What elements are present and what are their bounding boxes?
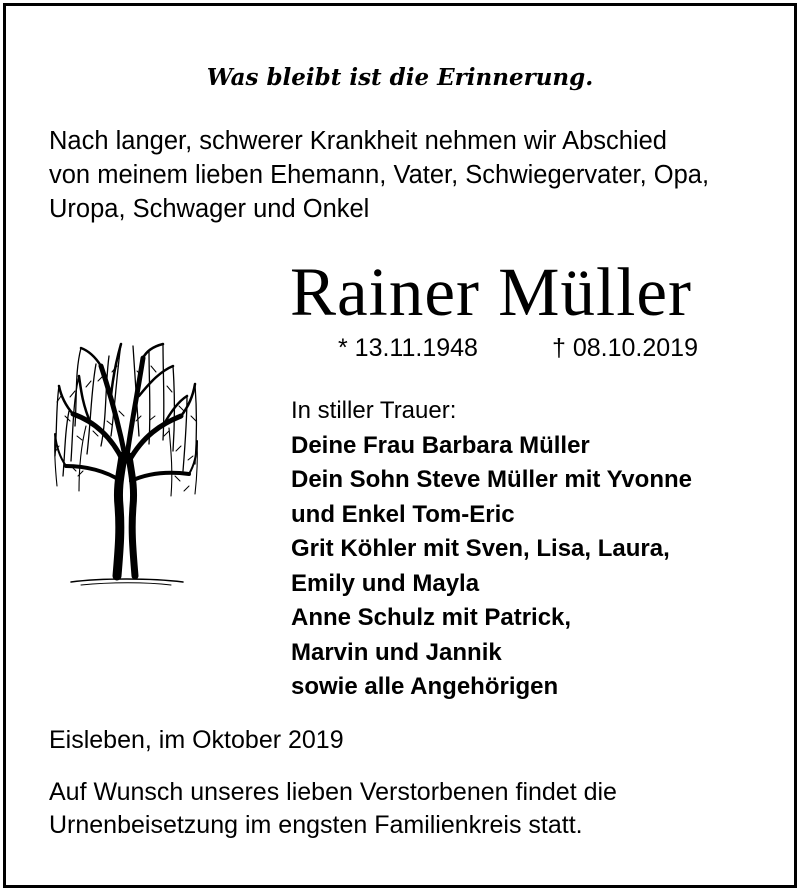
intro-line: Uropa, Schwager und Onkel	[49, 195, 370, 223]
note-line: Auf Wunsch unseres lieben Verstorbenen findet die	[49, 778, 617, 806]
mourner-line: Emily und Mayla	[291, 569, 480, 597]
mourner-line: Marvin und Jannik	[291, 638, 502, 666]
tree-icon	[51, 336, 201, 588]
mourner-line: sowie alle Angehörigen	[291, 673, 559, 700]
mourners-block	[291, 394, 771, 705]
intro-text	[49, 124, 769, 226]
mourner-line: Anne Schulz mit Patrick,	[291, 604, 572, 631]
mourner-line: Grit Köhler mit Sven, Lisa, Laura,	[291, 535, 670, 562]
note-line: Urnenbeisetzung im engsten Familienkreis statt.	[49, 811, 583, 839]
burial-note	[49, 776, 769, 842]
intro-line: von meinem lieben Ehemann, Vater, Schwiegervater, Opa,	[49, 161, 710, 189]
mourners-lead: In stiller Trauer:	[291, 397, 457, 424]
intro-line: Nach langer, schwerer Krankheit nehmen wir Abschied	[49, 127, 667, 155]
motto: Was bleibt ist die Erinnerung.	[206, 64, 594, 91]
mourner-line: und Enkel Tom-Eric	[291, 500, 515, 528]
mourner-line: Dein Sohn Steve Müller mit Yvonne	[291, 466, 692, 493]
obituary-frame	[3, 3, 797, 888]
deceased-name: Rainer Müller	[290, 254, 692, 330]
place-date: Eisleben, im Oktober 2019	[49, 726, 344, 754]
birth-date: * 13.11.1948	[338, 334, 478, 362]
mourner-line: Deine Frau Barbara Müller	[291, 431, 590, 459]
death-date: † 08.10.2019	[552, 334, 698, 362]
